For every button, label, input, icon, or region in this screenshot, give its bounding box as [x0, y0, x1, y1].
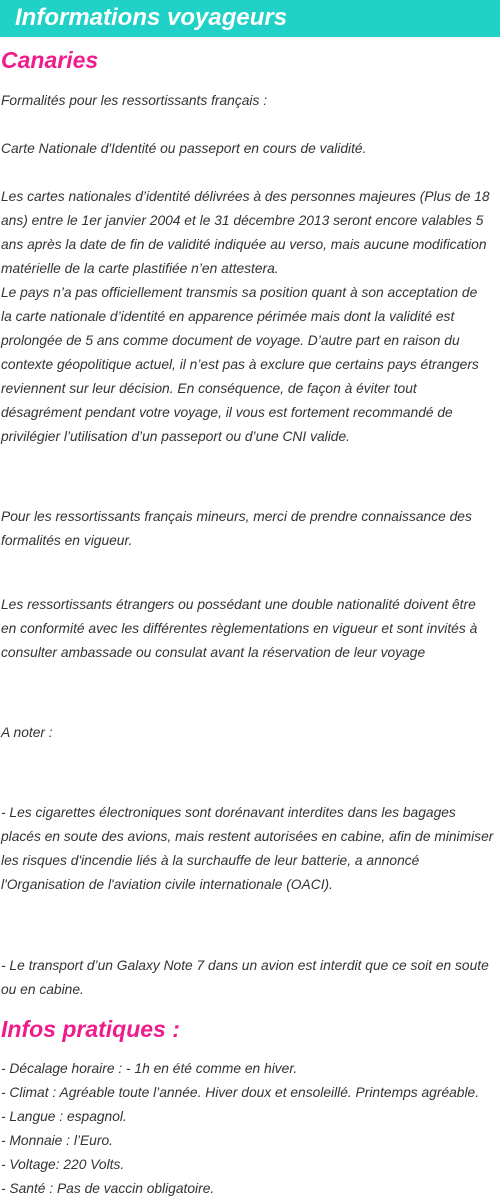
text-line: reviennent sur leur décision. En conséquence, de façon à éviter tout: [1, 381, 417, 396]
minors-paragraph: [1, 505, 500, 553]
formalities-intro: Formalités pour les ressortissants français :: [1, 93, 268, 108]
list-item-time-difference: - Décalage horaire : - 1h en été comme en hiver.: [1, 1061, 298, 1076]
section-title-canaries: Canaries: [1, 47, 99, 73]
id-documents-text: Carte Nationale d'Identité ou passeport en cours de validité.: [1, 141, 367, 156]
text-line: privilégier l’utilisation d’un passeport ou d’une CNI valide.: [1, 429, 350, 444]
list-item-currency: - Monnaie : l’Euro.: [1, 1133, 113, 1148]
text-line: consulter ambassade ou consulat avant la réservation de leur voyage: [1, 645, 426, 660]
text-line: matérielle de la carte plastifiée n’en attestera.: [1, 261, 279, 276]
list-item-language: - Langue : espagnol.: [1, 1109, 127, 1124]
text-line: contexte géopolitique actuel, il n’est pas à exclure que certains pays étrangers: [1, 357, 479, 372]
note-label: A noter :: [1, 725, 53, 740]
text-line: ans) entre le 1er janvier 2004 et le 31 décembre 2013 seront encore valables 5: [1, 213, 484, 228]
text-line: Les ressortissants étrangers ou possédant une double nationalité doivent être: [1, 597, 476, 612]
practical-info-list: [1, 1057, 500, 1201]
text-line: ou en cabine.: [1, 982, 84, 997]
text-line: - Le transport d’un Galaxy Note 7 dans un avion est interdit que ce soit en soute: [1, 958, 489, 973]
header-banner: [0, 0, 500, 37]
text-line: la carte nationale d’identité en apparence périmée mais dont la validité est: [1, 309, 455, 324]
text-line: formalités en vigueur.: [1, 533, 133, 548]
cni-validity-paragraph: [1, 185, 500, 449]
text-line: Les cartes nationales d’identité délivrées à des personnes majeures (Plus de 18: [1, 189, 490, 204]
text-line: Pour les ressortissants français mineurs, merci de prendre connaissance des: [1, 509, 472, 524]
galaxy-note-paragraph: [1, 954, 500, 1002]
text-line: - Les cigarettes électroniques sont dorénavant interdites dans les bagages: [1, 805, 456, 820]
section-title-infos-pratiques: Infos pratiques :: [1, 1016, 180, 1042]
e-cigarette-paragraph: [1, 801, 500, 897]
foreign-nationals-paragraph: [1, 593, 500, 665]
page-title: Informations voyageurs: [15, 4, 288, 31]
text-line: prolongée de 5 ans comme document de voyage. D’autre part en raison du: [1, 333, 460, 348]
list-item-health: - Santé : Pas de vaccin obligatoire.: [1, 1181, 215, 1196]
list-item-voltage: - Voltage: 220 Volts.: [1, 1157, 125, 1172]
text-line: Le pays n’a pas officiellement transmis sa position quant à son acceptation de: [1, 285, 478, 300]
text-line: placés en soute des avions, mais restent autorisées en cabine, afin de minimiser: [1, 829, 494, 844]
text-line: désagrément pendant votre voyage, il vous est fortement recommandé de: [1, 405, 453, 420]
text-line: l'Organisation de l'aviation civile internationale (OACI).: [1, 877, 333, 892]
text-line: ans après la date de fin de validité indiquée au verso, mais aucune modification: [1, 237, 487, 252]
text-line: les risques d'incendie liés à la surchauffe de leur batterie, a annoncé: [1, 853, 420, 868]
text-line: en conformité avec les différentes règlementations en vigueur et sont invités à: [1, 621, 478, 636]
list-item-climate: - Climat : Agréable toute l’année. Hiver doux et ensoleillé. Printemps agréable.: [1, 1085, 480, 1100]
